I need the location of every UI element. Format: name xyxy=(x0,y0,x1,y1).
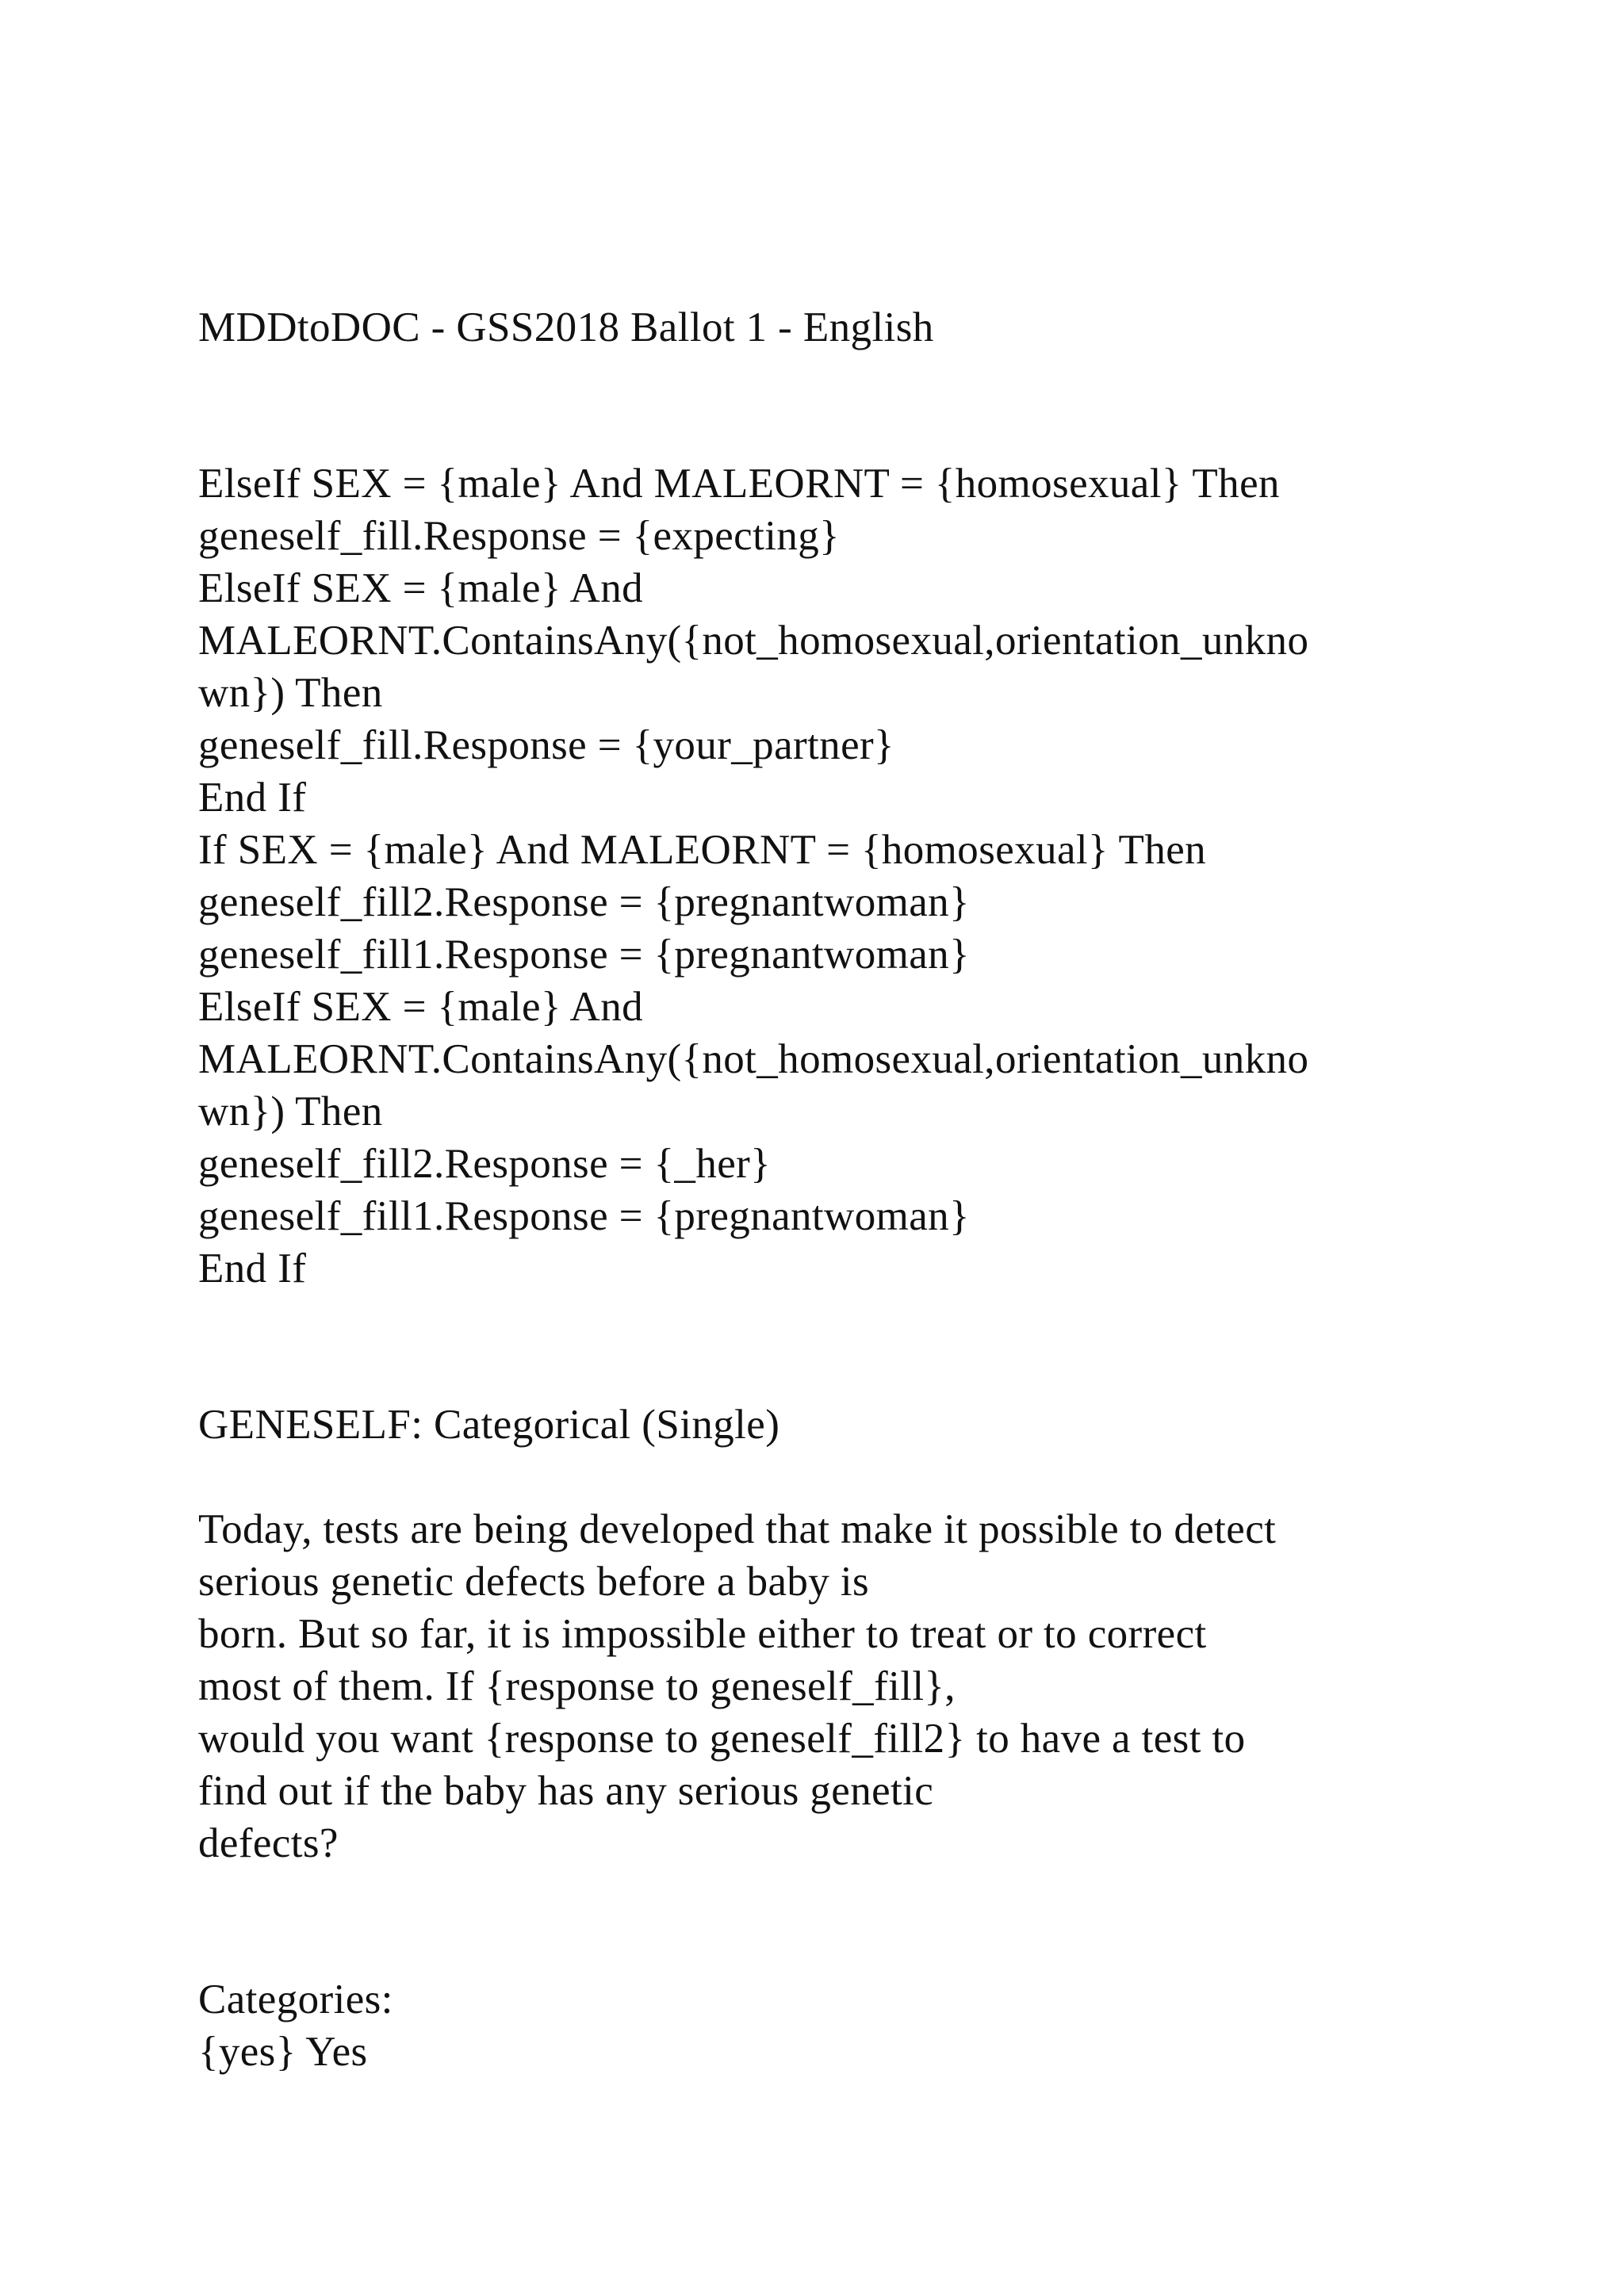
question-text-line: Today, tests are being developed that make it possible to detect xyxy=(198,1506,1277,1552)
categories-label: Categories: xyxy=(198,1976,393,2022)
category-item: {yes} Yes xyxy=(198,2029,368,2075)
routing-line: geneself_fill1.Response = {pregnantwoman} xyxy=(198,1193,970,1239)
routing-line: geneself_fill1.Response = {pregnantwoman} xyxy=(198,932,970,978)
routing-line: ElseIf SEX = {male} And MALEORNT = {homosexual} Then xyxy=(198,461,1280,507)
routing-line: geneself_fill.Response = {your_partner} xyxy=(198,722,894,768)
document-title: MDDtoDOC - GSS2018 Ballot 1 - English xyxy=(198,304,934,350)
question-text-line: defects? xyxy=(198,1820,339,1866)
routing-line: geneself_fill.Response = {expecting} xyxy=(198,513,840,559)
routing-line: geneself_fill2.Response = {_her} xyxy=(198,1141,772,1187)
routing-line: ElseIf SEX = {male} And xyxy=(198,984,643,1030)
question-text-line: would you want {response to geneself_fill2} to have a test to xyxy=(198,1716,1246,1762)
question-text-line: serious genetic defects before a baby is xyxy=(198,1559,869,1605)
question-text-line: find out if the baby has any serious genetic xyxy=(198,1768,934,1814)
routing-line: wn}) Then xyxy=(198,670,383,716)
routing-line: End If xyxy=(198,775,307,821)
routing-line: End If xyxy=(198,1246,307,1292)
question-header: GENESELF: Categorical (Single) xyxy=(198,1402,780,1448)
question-text-line: born. But so far, it is impossible either to treat or to correct xyxy=(198,1611,1207,1657)
question-text-line: most of them. If {response to geneself_fill}, xyxy=(198,1663,956,1709)
routing-line: MALEORNT.ContainsAny({not_homosexual,orientation_unkno xyxy=(198,1036,1309,1082)
routing-line: If SEX = {male} And MALEORNT = {homosexual} Then xyxy=(198,827,1207,873)
routing-line: MALEORNT.ContainsAny({not_homosexual,orientation_unkno xyxy=(198,618,1309,664)
routing-line: geneself_fill2.Response = {pregnantwoman} xyxy=(198,879,970,925)
routing-line: wn}) Then xyxy=(198,1089,383,1135)
routing-line: ElseIf SEX = {male} And xyxy=(198,565,643,611)
